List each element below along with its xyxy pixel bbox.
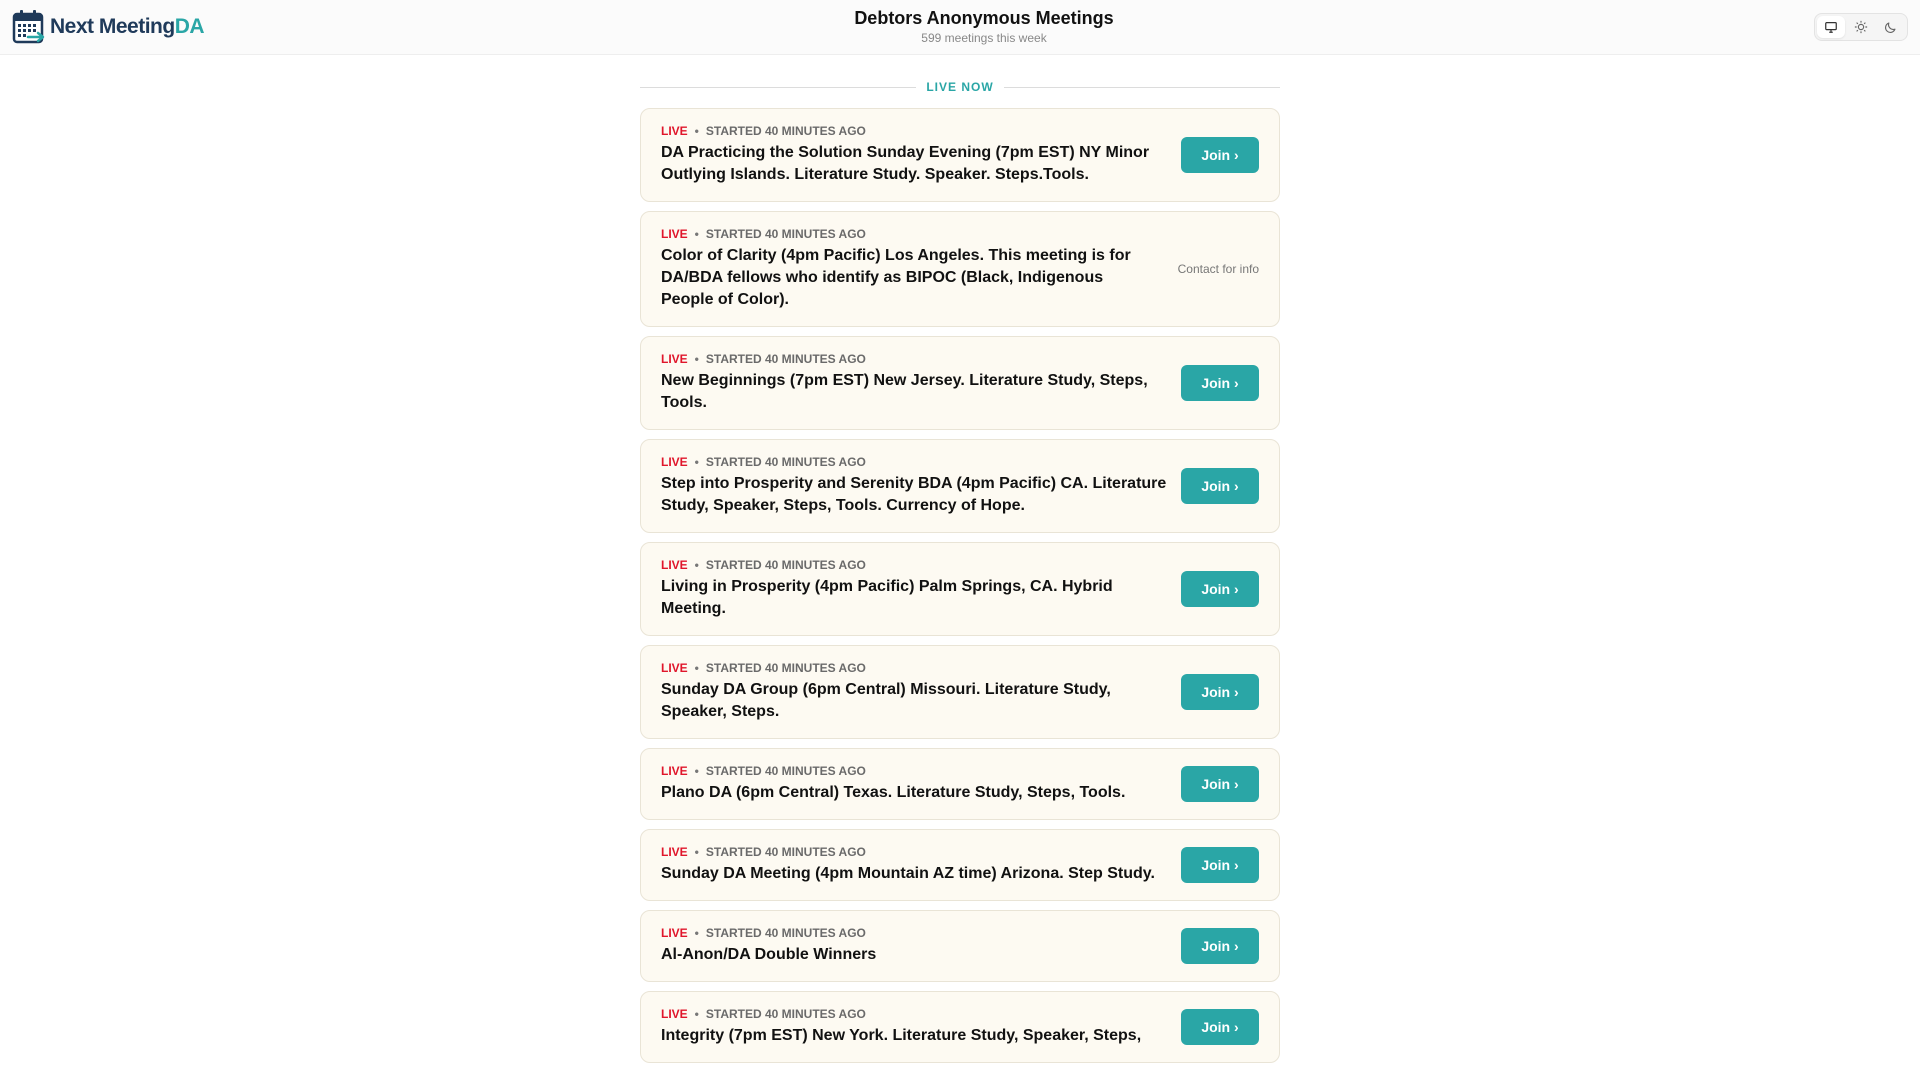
separator-dot: • xyxy=(694,352,699,366)
meeting-name: Sunday DA Meeting (4pm Mountain AZ time) Arizona. Step Study. xyxy=(661,865,1155,882)
separator-dot: • xyxy=(694,455,699,469)
started-time: STARTED 40 MINUTES AGO xyxy=(705,764,866,778)
join-button[interactable]: Join › xyxy=(1181,674,1259,710)
meeting-meta xyxy=(661,352,1167,366)
join-button[interactable]: Join › xyxy=(1181,571,1259,607)
meeting-name: Color of Clarity (4pm Pacific) Los Angeles. This meeting is for DA/BDA fellows who identify as BIPOC (Black, Indigenous People of Color). xyxy=(661,247,1131,308)
meeting-info xyxy=(661,352,1167,414)
live-badge: LIVE xyxy=(661,661,688,675)
live-badge: LIVE xyxy=(661,124,688,138)
page-title: Debtors Anonymous Meetings xyxy=(854,8,1114,28)
meeting-card[interactable] xyxy=(640,439,1280,533)
meeting-meta xyxy=(661,845,1167,859)
theme-light-button[interactable] xyxy=(1847,16,1875,38)
started-time: STARTED 40 MINUTES AGO xyxy=(705,227,866,241)
join-button[interactable]: Join › xyxy=(1181,847,1259,883)
meeting-meta xyxy=(661,227,1159,241)
separator-dot: • xyxy=(694,926,699,940)
separator-dot: • xyxy=(694,845,699,859)
meeting-info xyxy=(661,227,1159,311)
meeting-meta xyxy=(661,926,1167,940)
meeting-info xyxy=(661,926,1167,966)
started-time: STARTED 40 MINUTES AGO xyxy=(705,558,866,572)
meeting-card[interactable] xyxy=(640,910,1280,982)
join-button[interactable]: Join › xyxy=(1181,468,1259,504)
logo-text-accent: DA xyxy=(174,15,205,38)
meeting-meta xyxy=(661,661,1167,675)
started-time: STARTED 40 MINUTES AGO xyxy=(705,1007,866,1021)
meeting-card[interactable] xyxy=(640,211,1280,327)
meeting-meta xyxy=(661,124,1167,138)
section-header-live-now xyxy=(640,55,1280,99)
meeting-info xyxy=(661,661,1167,723)
app-header xyxy=(0,0,1920,55)
section-label: LIVE NOW xyxy=(916,80,1003,94)
meeting-card[interactable] xyxy=(640,542,1280,636)
meeting-card[interactable] xyxy=(640,645,1280,739)
meeting-info xyxy=(661,124,1167,186)
meeting-info xyxy=(661,558,1167,620)
meeting-name: DA Practicing the Solution Sunday Evening (7pm EST) NY Minor Outlying Islands. Literature Study. Speaker. Steps.Tools. xyxy=(661,144,1150,183)
meeting-info xyxy=(661,1007,1167,1047)
separator-dot: • xyxy=(694,124,699,138)
meeting-meta xyxy=(661,1007,1167,1021)
meeting-info xyxy=(661,455,1167,517)
live-badge: LIVE xyxy=(661,227,688,241)
meeting-list xyxy=(640,55,1280,1063)
desktop-icon xyxy=(1824,20,1838,34)
meeting-meta xyxy=(661,455,1167,469)
meeting-card[interactable] xyxy=(640,829,1280,901)
live-badge: LIVE xyxy=(661,926,688,940)
meeting-meta xyxy=(661,558,1167,572)
theme-switcher xyxy=(1814,13,1908,41)
separator-dot: • xyxy=(694,558,699,572)
join-button[interactable]: Join › xyxy=(1181,1009,1259,1045)
live-badge: LIVE xyxy=(661,558,688,572)
join-button[interactable]: Join › xyxy=(1181,365,1259,401)
theme-system-button[interactable] xyxy=(1817,16,1845,38)
meeting-name: New Beginnings (7pm EST) New Jersey. Literature Study, Steps, Tools. xyxy=(661,372,1148,411)
live-badge: LIVE xyxy=(661,352,688,366)
theme-dark-button[interactable] xyxy=(1877,16,1905,38)
contact-for-info: Contact for info xyxy=(1177,262,1259,276)
started-time: STARTED 40 MINUTES AGO xyxy=(705,124,866,138)
started-time: STARTED 40 MINUTES AGO xyxy=(705,455,866,469)
live-badge: LIVE xyxy=(661,845,688,859)
live-badge: LIVE xyxy=(661,1007,688,1021)
join-button[interactable]: Join › xyxy=(1181,928,1259,964)
meeting-card[interactable] xyxy=(640,108,1280,202)
meeting-info xyxy=(661,845,1167,885)
meeting-name: Plano DA (6pm Central) Texas. Literature Study, Steps, Tools. xyxy=(661,784,1126,801)
started-time: STARTED 40 MINUTES AGO xyxy=(705,926,866,940)
meeting-meta xyxy=(661,764,1167,778)
title-block xyxy=(0,8,1920,45)
meeting-card[interactable] xyxy=(640,336,1280,430)
meeting-count: 599 meetings this week xyxy=(921,31,1047,45)
moon-icon xyxy=(1884,20,1898,34)
meeting-card[interactable] xyxy=(640,991,1280,1063)
separator-dot: • xyxy=(694,1007,699,1021)
started-time: STARTED 40 MINUTES AGO xyxy=(705,845,866,859)
meeting-name: Sunday DA Group (6pm Central) Missouri. Literature Study, Speaker, Steps. xyxy=(661,681,1111,720)
live-badge: LIVE xyxy=(661,764,688,778)
separator-dot: • xyxy=(694,661,699,675)
live-badge: LIVE xyxy=(661,455,688,469)
meeting-info xyxy=(661,764,1167,804)
logo-text-main: Next Meeting xyxy=(50,15,175,38)
separator-dot: • xyxy=(694,227,699,241)
sun-icon xyxy=(1854,20,1868,34)
join-button[interactable]: Join › xyxy=(1181,137,1259,173)
meeting-name: Step into Prosperity and Serenity BDA (4pm Pacific) CA. Literature Study, Speaker, Steps, Tools. Currency of Hope. xyxy=(661,475,1167,514)
started-time: STARTED 40 MINUTES AGO xyxy=(705,661,866,675)
meeting-name: Integrity (7pm EST) New York. Literature Study, Speaker, Steps, xyxy=(661,1027,1142,1044)
meeting-name: Living in Prosperity (4pm Pacific) Palm Springs, CA. Hybrid Meeting. xyxy=(661,578,1113,617)
join-button[interactable]: Join › xyxy=(1181,766,1259,802)
meeting-name: Al-Anon/DA Double Winners xyxy=(661,946,877,963)
separator-dot: • xyxy=(694,764,699,778)
meeting-card[interactable] xyxy=(640,748,1280,820)
started-time: STARTED 40 MINUTES AGO xyxy=(705,352,866,366)
